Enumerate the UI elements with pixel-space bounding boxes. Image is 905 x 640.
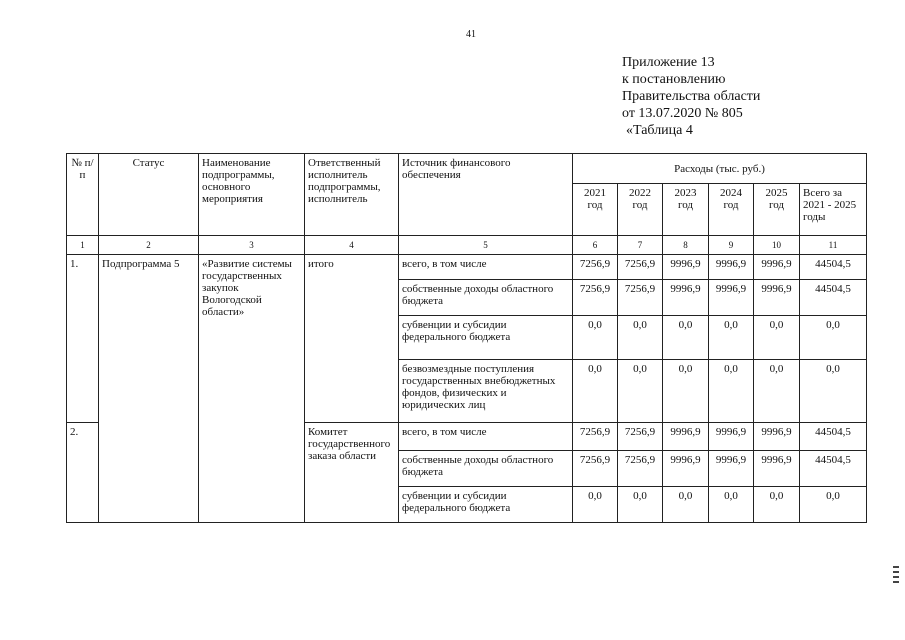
value-cell: 7256,9	[618, 280, 663, 316]
value-cell: 0,0	[754, 360, 800, 423]
appendix-line: «Таблица 4	[626, 123, 693, 138]
value-cell: 7256,9	[618, 255, 663, 280]
row-status: Подпрограмма 5	[99, 255, 199, 523]
value-cell: 0,0	[709, 487, 754, 523]
value-cell: 44504,5	[800, 451, 867, 487]
row-executor: Комитет государственного заказа области	[305, 423, 399, 523]
index-cell: 6	[573, 236, 618, 255]
index-cell: 9	[709, 236, 754, 255]
value-cell: 0,0	[663, 360, 709, 423]
page-number: 41	[466, 29, 476, 40]
index-cell: 4	[305, 236, 399, 255]
expenses-table	[66, 153, 867, 523]
scan-marks	[893, 566, 899, 586]
value-cell: 9996,9	[663, 451, 709, 487]
value-cell: 7256,9	[618, 423, 663, 451]
value-cell: 0,0	[709, 360, 754, 423]
value-cell: 9996,9	[663, 280, 709, 316]
appendix-header	[622, 54, 760, 139]
header-expenses: Расходы (тыс. руб.)	[573, 154, 867, 184]
source-cell: субвенции и субсидии федерального бюджета	[399, 316, 573, 360]
source-cell: собственные доходы областного бюджета	[399, 280, 573, 316]
row-name: «Развитие системы государственных закупок Вологодской области»	[199, 255, 305, 523]
row-num: 2.	[67, 423, 99, 523]
value-cell: 7256,9	[573, 423, 618, 451]
value-cell: 9996,9	[709, 451, 754, 487]
source-cell: субвенции и субсидии федерального бюджета	[399, 487, 573, 523]
value-cell: 0,0	[754, 487, 800, 523]
index-cell: 1	[67, 236, 99, 255]
header-status: Статус	[99, 154, 199, 236]
header-num: № п/п	[67, 154, 99, 236]
source-cell: безвозмездные поступления государственных внебюджетных фондов, физических и юридических лиц	[399, 360, 573, 423]
source-cell: всего, в том числе	[399, 423, 573, 451]
value-cell: 0,0	[663, 316, 709, 360]
value-cell: 9996,9	[663, 255, 709, 280]
value-cell: 0,0	[573, 487, 618, 523]
row-executor: итого	[305, 255, 399, 423]
appendix-line: от 13.07.2020 № 805	[622, 106, 743, 121]
index-cell: 7	[618, 236, 663, 255]
value-cell: 0,0	[800, 487, 867, 523]
index-cell: 2	[99, 236, 199, 255]
header-executor: Ответственный исполнитель подпрограммы, исполнитель	[305, 154, 399, 236]
value-cell: 0,0	[800, 360, 867, 423]
value-cell: 7256,9	[618, 451, 663, 487]
header-name: Наименование подпрограммы, основного мероприятия	[199, 154, 305, 236]
value-cell: 0,0	[618, 360, 663, 423]
value-cell: 9996,9	[754, 423, 800, 451]
value-cell: 9996,9	[709, 280, 754, 316]
header-year: 2023 год	[663, 184, 709, 236]
source-cell: собственные доходы областного бюджета	[399, 451, 573, 487]
value-cell: 7256,9	[573, 255, 618, 280]
value-cell: 7256,9	[573, 451, 618, 487]
header-total: Всего за 2021 - 2025 годы	[800, 184, 867, 236]
value-cell: 7256,9	[573, 280, 618, 316]
header-year: 2024 год	[709, 184, 754, 236]
index-cell: 5	[399, 236, 573, 255]
value-cell: 0,0	[573, 360, 618, 423]
value-cell: 0,0	[754, 316, 800, 360]
scan-mark	[893, 571, 899, 573]
row-num: 1.	[67, 255, 99, 423]
header-year: 2022 год	[618, 184, 663, 236]
value-cell: 44504,5	[800, 255, 867, 280]
value-cell: 0,0	[618, 487, 663, 523]
value-cell: 9996,9	[709, 423, 754, 451]
value-cell: 9996,9	[754, 255, 800, 280]
index-cell: 3	[199, 236, 305, 255]
value-cell: 0,0	[800, 316, 867, 360]
source-cell: всего, в том числе	[399, 255, 573, 280]
header-source: Источник финансового обеспечения	[399, 154, 573, 236]
value-cell: 0,0	[709, 316, 754, 360]
index-cell: 8	[663, 236, 709, 255]
header-year: 2021 год	[573, 184, 618, 236]
value-cell: 0,0	[573, 316, 618, 360]
value-cell: 0,0	[663, 487, 709, 523]
scan-mark	[893, 581, 899, 583]
value-cell: 44504,5	[800, 280, 867, 316]
value-cell: 44504,5	[800, 423, 867, 451]
value-cell: 9996,9	[663, 423, 709, 451]
index-cell: 10	[754, 236, 800, 255]
appendix-line: Приложение 13	[622, 55, 715, 70]
value-cell: 0,0	[618, 316, 663, 360]
scan-mark	[893, 576, 899, 578]
value-cell: 9996,9	[754, 451, 800, 487]
scan-mark	[893, 566, 899, 568]
table-row	[67, 255, 867, 280]
header-year: 2025 год	[754, 184, 800, 236]
value-cell: 9996,9	[709, 255, 754, 280]
index-cell: 11	[800, 236, 867, 255]
appendix-line: Правительства области	[622, 89, 761, 104]
appendix-line: к постановлению	[622, 72, 726, 87]
value-cell: 9996,9	[754, 280, 800, 316]
